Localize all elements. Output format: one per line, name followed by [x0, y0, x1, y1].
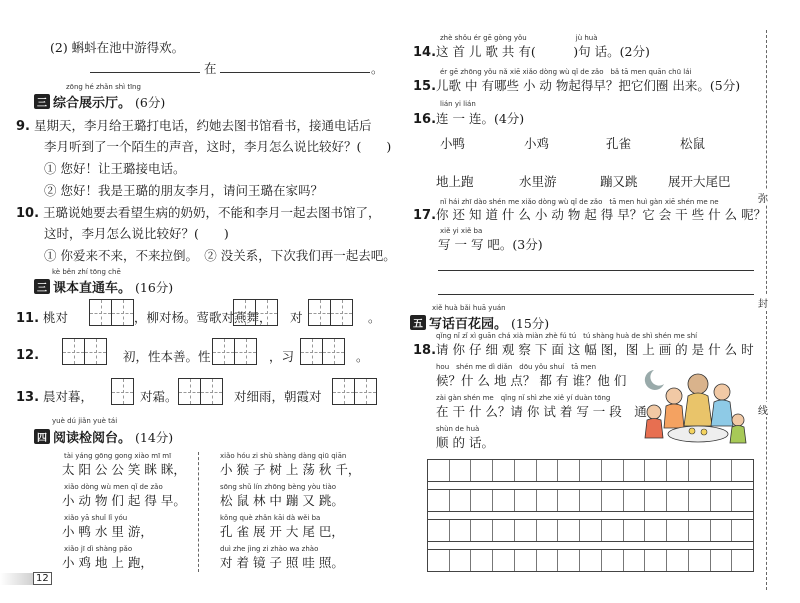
- q9-line2: 李月听到了一个陌生的声音，这时，李月怎么说比较好？( ): [44, 139, 392, 154]
- match-action-tail[interactable]: 展开大尾巴: [668, 174, 731, 189]
- q10-text: 10. 王璐说她要去看望生病的奶奶，不能和李月一起去图书馆了，: [16, 205, 381, 221]
- section4-title: 课本直通车。: [53, 281, 132, 296]
- answer-line-1[interactable]: [90, 72, 200, 73]
- q12-label: 12.: [16, 348, 40, 363]
- q17-answer-line-2[interactable]: [438, 294, 754, 295]
- section5-title: 阅读检阅台。: [53, 431, 132, 446]
- q14-text: 14.这 首 儿 歌 共 有( )句 话。(2分): [413, 44, 650, 60]
- match-animal-duck[interactable]: 小鸭: [440, 136, 466, 151]
- q12-box-3[interactable]: [300, 338, 345, 365]
- writing-grid[interactable]: [427, 459, 754, 572]
- poem-line: 孔 雀 展 开 大 尾 巴，: [220, 524, 344, 539]
- section3-header: [34, 92, 165, 111]
- poem-line: 小 猴 子 树 上 荡 秋 千，: [220, 462, 361, 477]
- seal-char-1: 弥: [758, 190, 768, 205]
- section6-header: [410, 313, 549, 332]
- poem-line: 太 阳 公 公 笑 眯 眯，: [62, 462, 186, 477]
- poem-divider: [198, 452, 199, 572]
- q17-text2: 写 一 写 吧。(3分): [438, 237, 543, 252]
- section5-badge: 四: [34, 429, 50, 444]
- q9-option-2[interactable]: ② 您好！我是王璐的朋友李月，请问王璐在家吗？: [44, 183, 323, 198]
- q16-text: 16.连 一 连。(4分): [413, 111, 525, 127]
- section4-badge: 三: [34, 279, 50, 294]
- match-animal-squirrel[interactable]: 松鼠: [680, 136, 706, 151]
- match-animal-peacock[interactable]: 孔雀: [606, 136, 632, 151]
- match-action-jump[interactable]: 蹦又跳: [600, 174, 638, 189]
- seal-char-3: 线: [758, 402, 768, 417]
- q10-line2: 这时，李月怎么说比较好？( ): [44, 226, 229, 241]
- q11-box-2[interactable]: [233, 299, 278, 326]
- q18-line-2: 候？什 么 地 点？ 都 有 谁？他 们: [436, 373, 627, 388]
- section6-score: (15分): [511, 315, 550, 331]
- section3-title: 综合展示厅。: [53, 96, 132, 111]
- q18-line-1: 18.请 你 仔 细 观 察 下 面 这 幅 图，图 上 画 的 是 什 么 时: [413, 342, 754, 358]
- page-number-tab: [0, 573, 34, 585]
- q11-box-3[interactable]: [308, 299, 353, 326]
- moon-icon: [645, 370, 664, 390]
- section5-score: (14分): [135, 429, 174, 445]
- picnic-illustration-image: [636, 362, 752, 450]
- section3-score: (6分): [135, 94, 166, 110]
- section6-title: 写话百花园。: [429, 317, 508, 332]
- match-action-swim[interactable]: 水里游: [519, 174, 557, 189]
- q13-box-3[interactable]: [332, 378, 377, 405]
- q2-blank-word: 在: [204, 61, 217, 76]
- section5-header: [34, 427, 173, 446]
- poem-line: 小 鸡 地 上 跑，: [62, 555, 153, 570]
- section3-pinyin: zōng hé zhǎn shì tīng: [66, 83, 141, 91]
- q9-text: 9. 星期天，李月给王璐打电话，约她去图书馆看书，接通电话后: [16, 118, 372, 134]
- q18-line-4: 顺 的 话。: [436, 435, 494, 450]
- q15-text: 15.儿歌 中 有哪些 小 动 物起得早？把它们圈 出来。(5分): [413, 78, 741, 94]
- section6-badge: 五: [410, 315, 426, 330]
- section5-pinyin: yuè dú jiǎn yuè tái: [52, 417, 118, 425]
- poem-line: 对 着 镜 子 照 哇 照。: [220, 555, 344, 570]
- section4-score: (16分): [135, 279, 174, 295]
- q13-box-1[interactable]: [111, 378, 134, 405]
- poem-line: 小 动 物 们 起 得 早。: [62, 493, 186, 508]
- seal-char-2: 封: [758, 295, 768, 310]
- q12-box-2[interactable]: [212, 338, 257, 365]
- poem-line: 小 鸭 水 里 游，: [62, 524, 153, 539]
- q11-box-1[interactable]: [89, 299, 134, 326]
- q2-sentence: (2) 蝌蚪在池中游得欢。: [50, 40, 185, 55]
- q13-box-2[interactable]: [178, 378, 223, 405]
- section6-pinyin: xiě huà bǎi huā yuán: [432, 304, 506, 312]
- q13-label: 13. 晨对暮，: [16, 389, 94, 405]
- q12-box-1[interactable]: [62, 338, 107, 365]
- seal-line: [766, 30, 767, 590]
- match-action-run[interactable]: 地上跑: [436, 174, 474, 189]
- section4-header: [34, 277, 173, 296]
- q9-option-1[interactable]: ① 您好！让王璐接电话。: [44, 161, 186, 176]
- q18-line-3: 在 干 什 么？请 你 试 着 写 一 段 通: [436, 404, 647, 419]
- q11-label: 11. 桃对: [16, 310, 69, 326]
- poem-line: 松 鼠 林 中 蹦 又 跳。: [220, 493, 344, 508]
- q17-answer-line-1[interactable]: [438, 270, 754, 271]
- q10-options[interactable]: ① 你爱来不来，不来拉倒。 ② 没关系，下次我们再一起去吧。: [44, 248, 396, 263]
- section3-badge: 三: [34, 94, 50, 109]
- answer-line-2[interactable]: [220, 72, 370, 73]
- match-animal-chick[interactable]: 小鸡: [524, 136, 550, 151]
- section4-pinyin: kè běn zhí tōng chē: [52, 268, 121, 276]
- page-number: 12: [33, 572, 52, 585]
- q17-text: 17.你 还 知 道 什 么 小 动 物 起 得 早？它 会 干 些 什 么 呢？: [413, 207, 767, 223]
